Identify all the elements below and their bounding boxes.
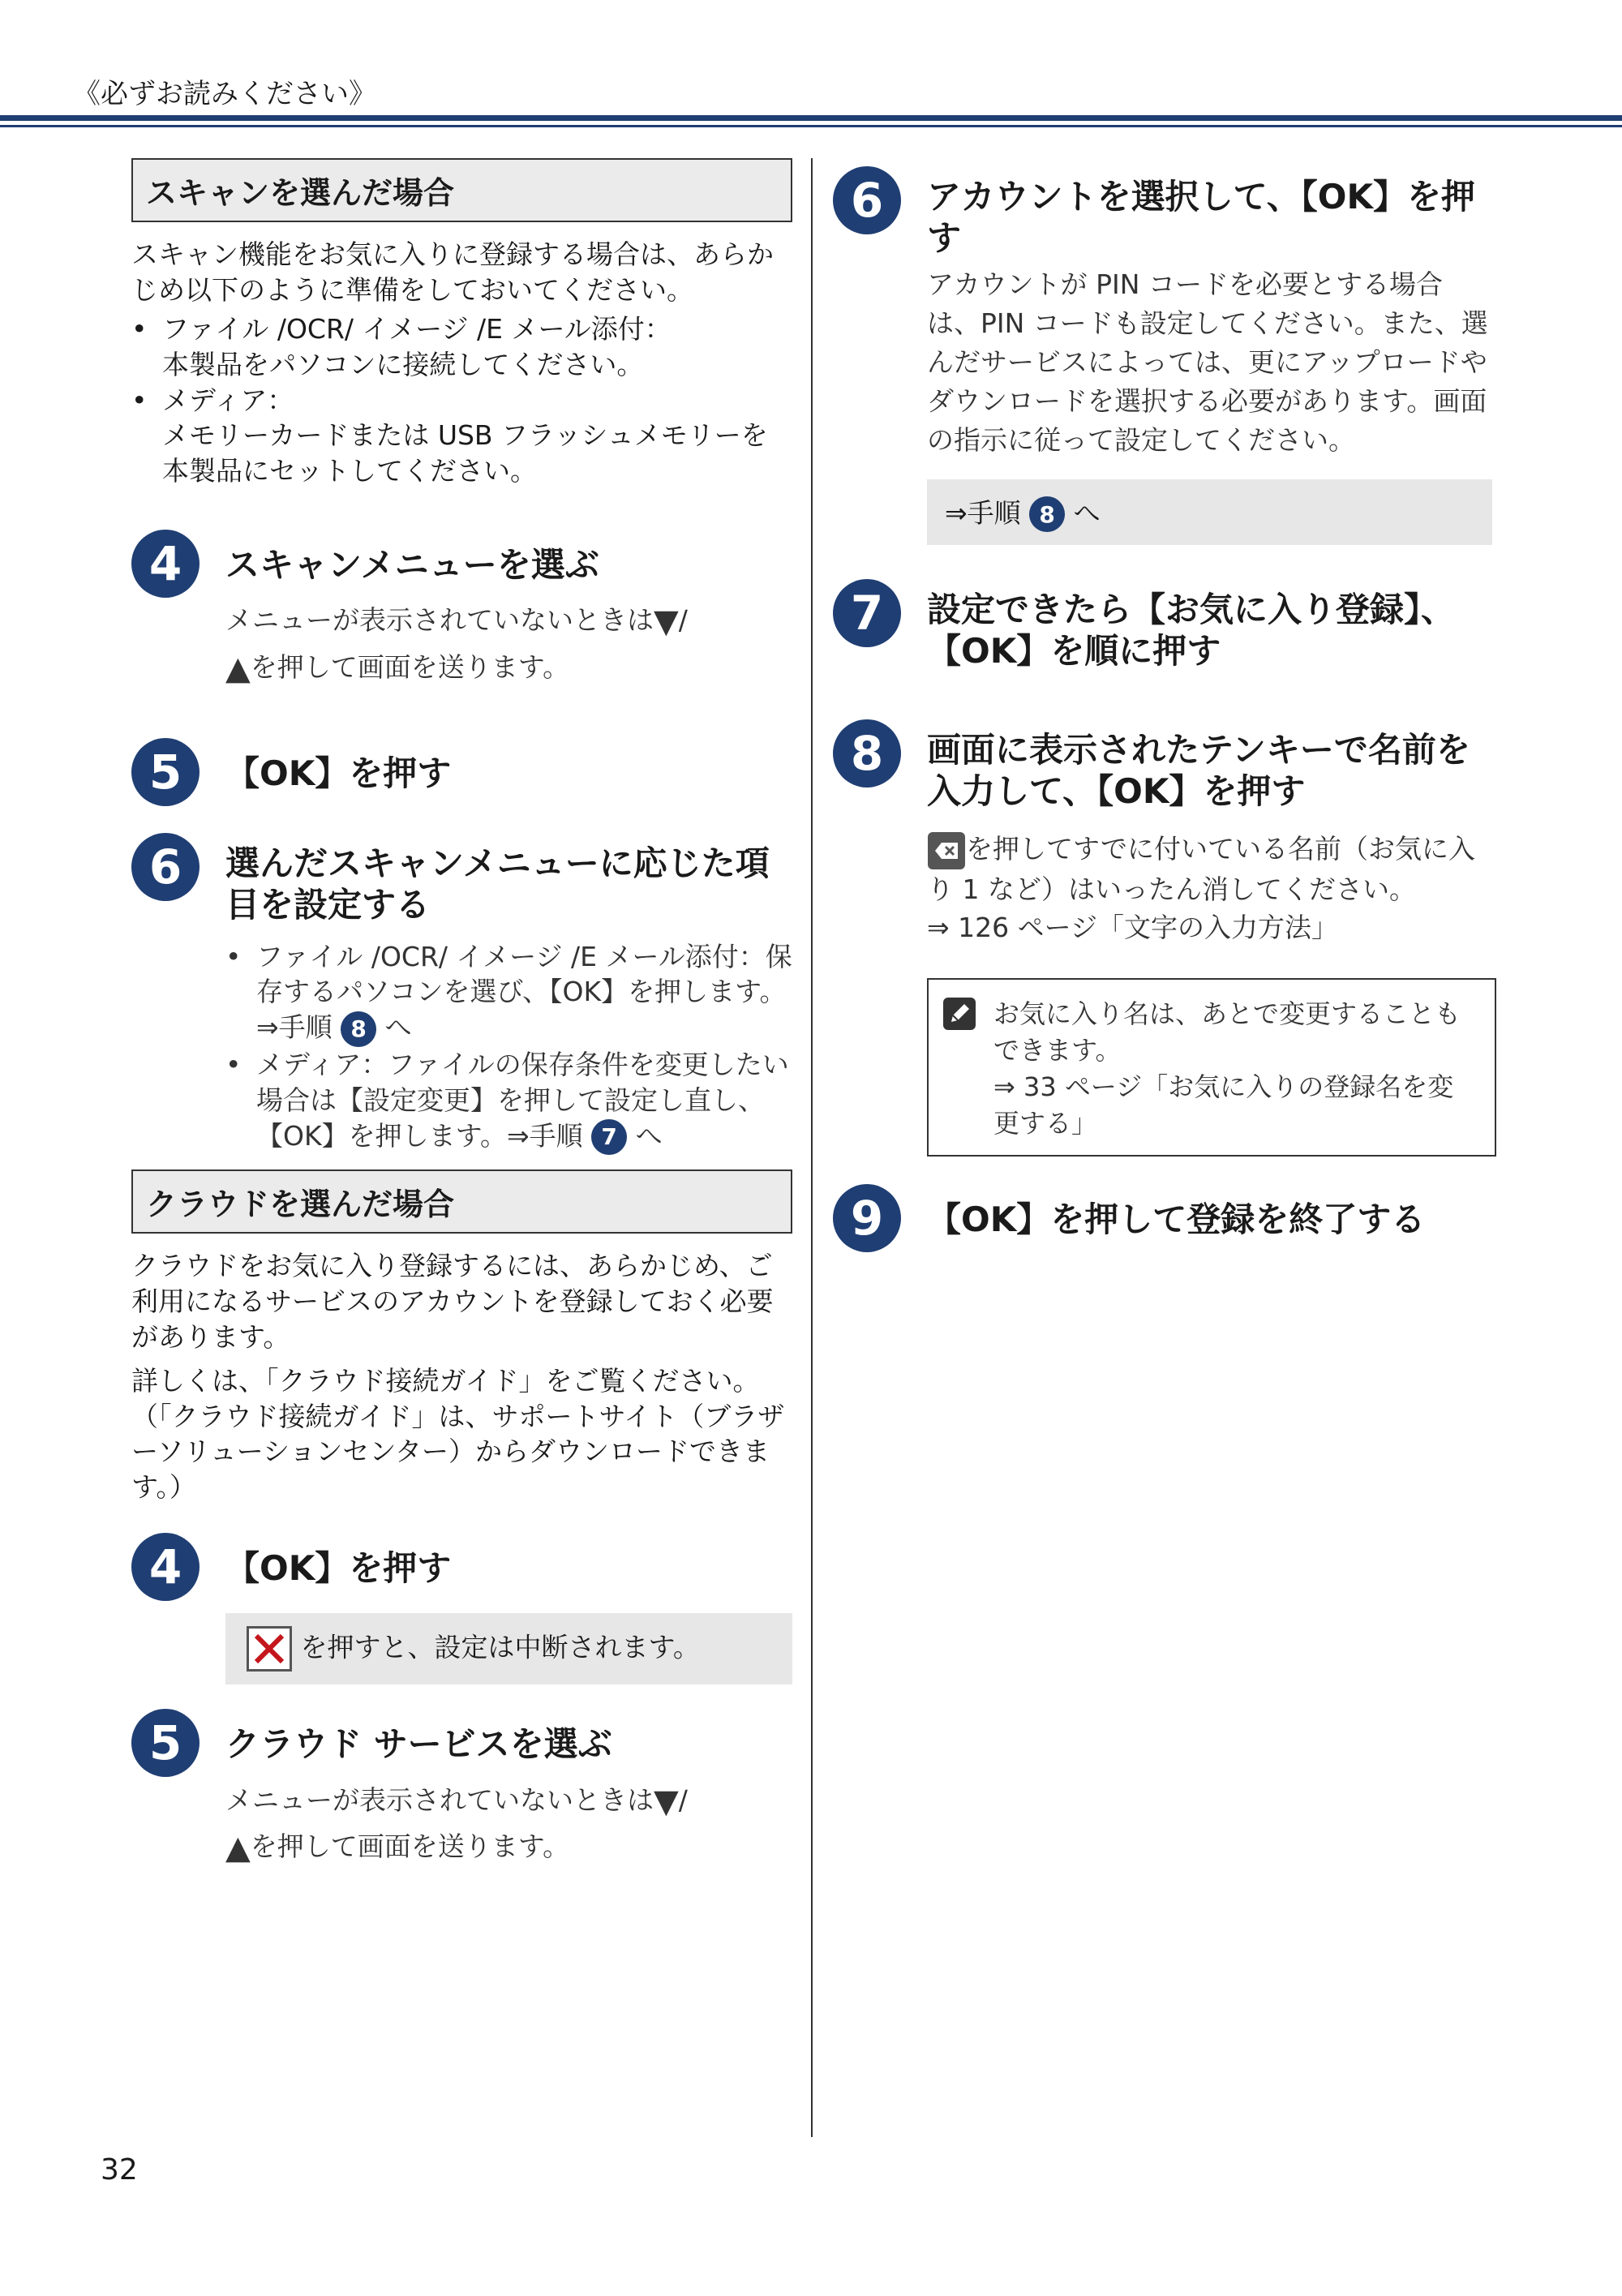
- bullet-text: 本製品をパソコンに接続してください。: [162, 348, 644, 380]
- step-number: 7: [833, 579, 901, 647]
- cloud-p1: クラウドをお気に入り登録するには、あらかじめ、ご利用になるサービスのアカウントを登録しておく必要があります。: [131, 1250, 774, 1353]
- list-item: [131, 311, 792, 383]
- step-body-text: メニューが表示されていないときは: [225, 1783, 654, 1816]
- step-title: 【OK】を押して登録を終了する: [927, 1199, 1426, 1239]
- step-8: [833, 719, 1494, 1157]
- header-title: 《必ずお読みください》: [73, 78, 376, 110]
- item-suffix: へ: [384, 1011, 412, 1044]
- step-number: 4: [131, 530, 200, 598]
- step-ref-badge: 8: [341, 1011, 376, 1047]
- step-title: クラウド サービスを選ぶ: [225, 1724, 612, 1765]
- step-body-text: を押して画面を送ります。: [250, 651, 570, 684]
- step-title: スキャンメニューを選ぶ: [225, 545, 599, 586]
- header-rule-thin: [0, 125, 1622, 127]
- step-title: 画面に表示されたテンキーで名前を入力して、【OK】を押す: [927, 729, 1470, 811]
- bullet-title: • ファイル /OCR/ イメージ /E メール添付：: [162, 312, 672, 345]
- step-body: [225, 597, 792, 691]
- note-text: お気に入り名は、あとで変更することもできます。: [993, 998, 1461, 1066]
- bullet-text: メモリーカードまたは USB フラッシュメモリーを本製品にセットしてください。: [162, 419, 768, 487]
- step-title: 選んだスキャンメニューに応じた項目を設定する: [225, 843, 770, 925]
- step-ref-text: ⇒ 126 ページ「文字の入力方法」: [927, 912, 1338, 944]
- cancel-note: [225, 1613, 792, 1684]
- slash-text: /: [678, 1783, 688, 1816]
- step-5-cloud: [131, 1709, 792, 1870]
- step-number: 5: [131, 738, 200, 806]
- ref-suffix: へ: [1073, 496, 1101, 529]
- header-rule-thick: [0, 115, 1622, 121]
- step-title: 設定できたら【お気に入り登録】、【OK】を順に押す: [927, 590, 1456, 672]
- cancel-x-icon: [247, 1626, 292, 1672]
- pencil-note-icon: [943, 998, 976, 1030]
- up-triangle-icon: ▲: [225, 1829, 251, 1867]
- step-number: 4: [131, 1533, 200, 1601]
- page-number: 32: [101, 2153, 138, 2187]
- column-divider: [811, 158, 813, 2137]
- left-column: [131, 158, 792, 1870]
- step-5-scan: [131, 738, 792, 800]
- step-number: 8: [833, 719, 901, 788]
- step-body-text: を押してすでに付いている名前（お気に入り 1 など）はいったん消してください。: [927, 833, 1475, 905]
- note-box: [927, 978, 1496, 1156]
- step-body: [927, 830, 1494, 947]
- scan-intro: スキャン機能をお気に入りに登録する場合は、あらかじめ以下のように準備をしておいてください。: [131, 238, 774, 306]
- step-number: 5: [131, 1709, 200, 1777]
- item-suffix: へ: [635, 1119, 663, 1152]
- step-title: アカウントを選択して、【OK】を押す: [927, 177, 1475, 259]
- step-body-text: メニューが表示されていないときは: [225, 604, 654, 637]
- up-triangle-icon: ▲: [225, 650, 251, 688]
- cloud-p2: 詳しくは、「クラウド接続ガイド」をご覧ください。（「クラウド接続ガイド」は、サポートサイト（ブラザーソリューションセンター）からダウンロードできます。）: [131, 1364, 785, 1504]
- step-ref-badge: 8: [1029, 496, 1065, 532]
- step-9: [833, 1184, 1494, 1246]
- step-body: [225, 1777, 792, 1871]
- ref-prefix: ⇒手順: [945, 496, 1021, 529]
- step-body: アカウントが PIN コードを必要とする場合は、PIN コードも設定してください。また、選んだサービスによっては、更にアップロードやダウンロードを選択する必要があります。画面の指示に従って設定してください。: [927, 268, 1488, 456]
- step-title: 【OK】を押す: [225, 1548, 452, 1589]
- item-text: メディア：ファイルの保存条件を変更したい場合は【設定変更】を押して設定し直し、【OK】を押します。⇒手順: [256, 1048, 789, 1152]
- slash-text: /: [678, 604, 688, 637]
- step-title: 【OK】を押す: [225, 753, 452, 793]
- step-number: 6: [833, 166, 901, 234]
- step-body-text: を押して画面を送ります。: [250, 1830, 570, 1863]
- step-number: 9: [833, 1184, 901, 1252]
- list-item: [131, 383, 792, 490]
- cancel-note-text: を押すと、設定は中断されます。: [300, 1631, 700, 1663]
- step-ref-badge: 7: [591, 1119, 627, 1155]
- step-4-cloud: [131, 1533, 792, 1684]
- right-column: [833, 158, 1494, 1246]
- step-7: [833, 579, 1494, 672]
- step-4-scan: [131, 530, 792, 691]
- step-6-scan: [131, 833, 792, 1155]
- scan-section-heading: スキャンを選んだ場合: [131, 158, 792, 222]
- backspace-icon: [927, 831, 966, 870]
- step-number: 6: [131, 833, 200, 901]
- list-item: [225, 939, 792, 1047]
- cloud-section-heading: クラウドを選んだ場合: [131, 1169, 792, 1234]
- bullet-title: • メディア：: [162, 384, 294, 416]
- down-triangle-icon: ▼: [654, 1783, 679, 1821]
- item-text: ファイル /OCR/ イメージ /E メール添付：保存するパソコンを選び、【OK】を押します。⇒手順: [256, 940, 792, 1044]
- scan-bullets: [131, 311, 792, 489]
- list-item: [225, 1047, 792, 1155]
- down-triangle-icon: ▼: [654, 603, 679, 641]
- step-6-items: [225, 939, 792, 1156]
- note-link-text: ⇒ 33 ページ「お気に入りの登録名を変更する」: [993, 1071, 1454, 1139]
- step-6-cloud: [833, 166, 1494, 545]
- step-ref-box: [927, 479, 1492, 546]
